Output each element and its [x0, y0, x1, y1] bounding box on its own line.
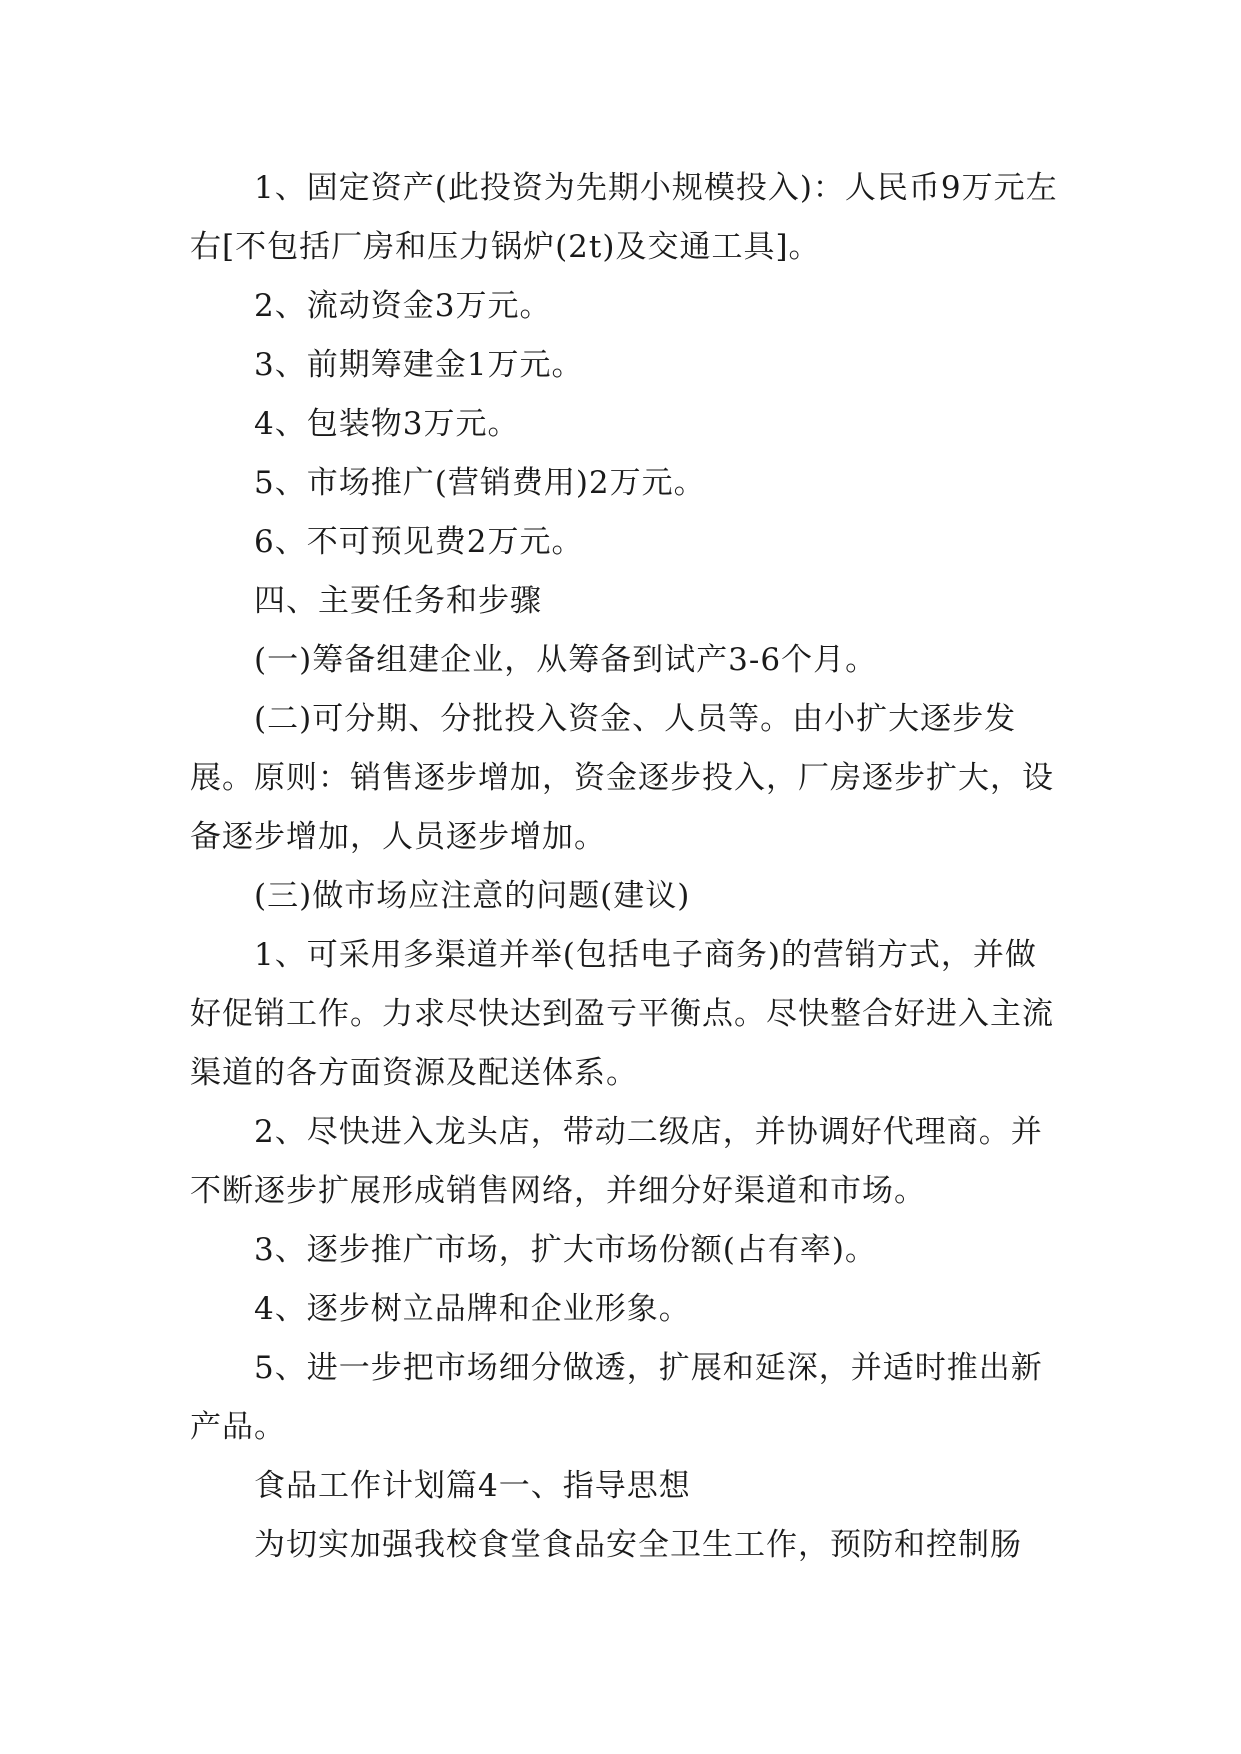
paragraph-preparation-fund: 3、前期筹建金1万元。	[254, 347, 584, 383]
paragraph-suggestion-four: 4、逐步树立品牌和企业形象。	[254, 1291, 691, 1327]
section-heading-guiding-thought: 食品工作计划篇4一、指导思想	[254, 1468, 691, 1504]
paragraph-suggestion-three: 3、逐步推广市场，扩大市场份额(占有率)。	[254, 1232, 877, 1268]
section-heading-main-tasks: 四、主要任务和步骤	[254, 583, 542, 619]
paragraph-working-capital: 2、流动资金3万元。	[254, 288, 552, 324]
paragraph-contingency: 6、不可预见费2万元。	[254, 524, 584, 560]
paragraph-fixed-assets: 1、固定资产(此投资为先期小规模投入)：人民币9万元左右[不包括厂房和压力锅炉(2t)及交通工具]。	[190, 170, 1058, 265]
paragraph-task-three: (三)做市场应注意的问题(建议)	[254, 878, 691, 914]
paragraph-task-one: (一)筹备组建企业，从筹备到试产3-6个月。	[254, 642, 878, 678]
paragraph-marketing: 5、市场推广(营销费用)2万元。	[254, 465, 706, 501]
paragraph-food-safety-intro: 为切实加强我校食堂食品安全卫生工作，预防和控制肠	[254, 1527, 1022, 1563]
paragraph-task-two: (二)可分期、分批投入资金、人员等。由小扩大逐步发展。原则：销售逐步增加，资金逐步投入，厂房逐步扩大，设备逐步增加，人员逐步增加。	[190, 701, 1054, 855]
paragraph-suggestion-five: 5、进一步把市场细分做透，扩展和延深，并适时推出新产品。	[190, 1350, 1043, 1445]
paragraph-suggestion-one: 1、可采用多渠道并举(包括电子商务)的营销方式，并做好促销工作。力求尽快达到盈亏平衡点。尽快整合好进入主流渠道的各方面资源及配送体系。	[190, 937, 1054, 1091]
paragraph-suggestion-two: 2、尽快进入龙头店，带动二级店，并协调好代理商。并不断逐步扩展形成销售网络，并细分好渠道和市场。	[190, 1114, 1043, 1209]
document-body	[190, 159, 1065, 1575]
paragraph-packaging: 4、包装物3万元。	[254, 406, 520, 442]
